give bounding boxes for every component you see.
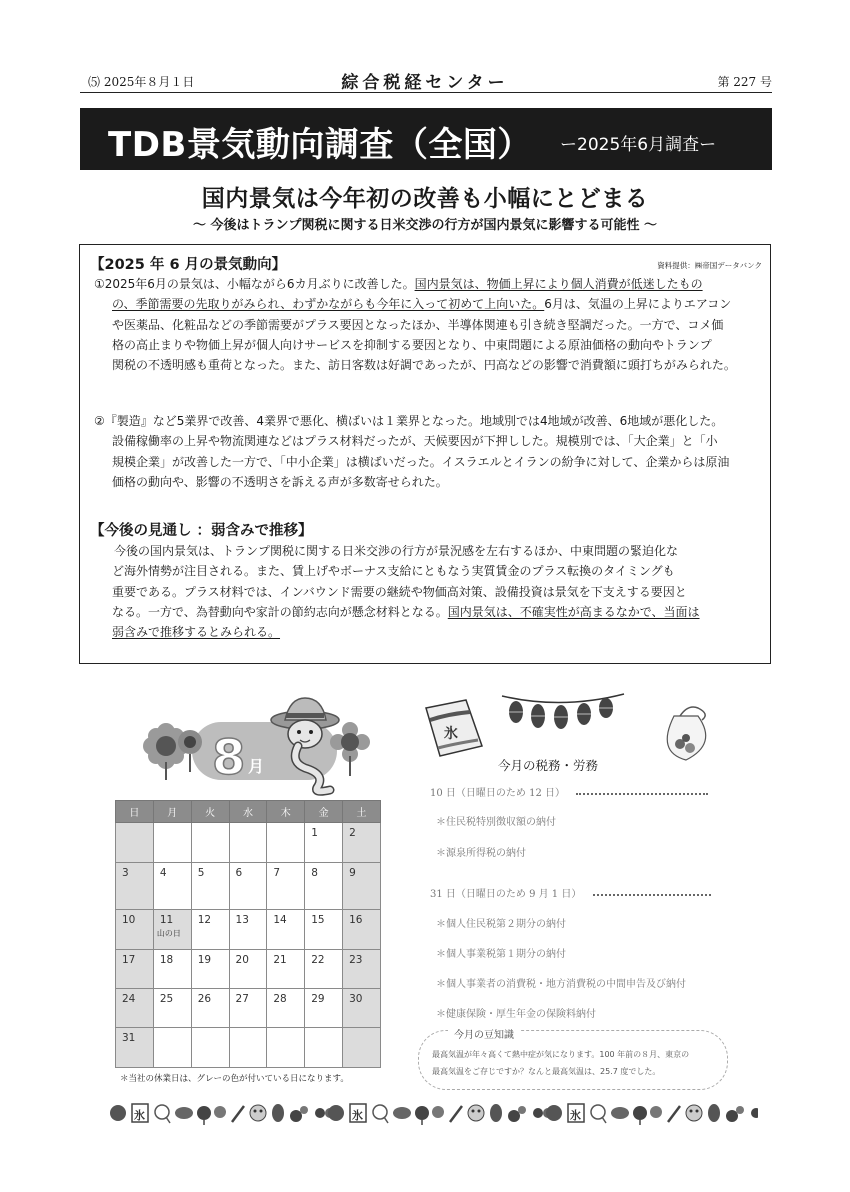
calendar-day: 5	[191, 863, 229, 910]
task-item: ＊住民税特別徴収額の納付	[436, 817, 556, 828]
calendar-month-suffix: 月	[248, 757, 265, 776]
goldfish-bag-icon	[667, 707, 705, 760]
calendar-day: 21	[267, 950, 305, 989]
weekday-thu: 木	[267, 801, 305, 823]
calendar-day: 2	[343, 823, 381, 863]
calendar-week-row	[116, 950, 381, 989]
headline: 国内景気は今年初の改善も小幅にとどまる	[201, 186, 649, 212]
calendar-day-empty	[191, 1028, 229, 1068]
task-item: ＊個人住民税第２期分の納付	[436, 919, 566, 930]
august-calendar	[115, 800, 381, 1068]
task-item: ＊個人事業税第１期分の納付	[436, 949, 566, 960]
tidbit-title: 今月の豆知識	[448, 1026, 520, 1041]
trend-paragraph-2: ②『製造』など5業界で改善、4業界で悪化、横ばいは１業界となった。地域別では4地域が改善、6地域が悪化した。 設備稼働率の上昇や物流関連などはプラス材料だったが、天候要因が下押しした。規模別では、「大企業」と「小 規模企業」が改善した一方で、「中小企業」は横ばいだった。イスラエルとイランの紛争に対して、企業からは原油 価格の動向や、影響の不透明さを訴える声が多数寄せられた。	[94, 414, 730, 489]
calendar-day-empty	[191, 823, 229, 863]
task-item: ＊源泉所得税の納付	[436, 848, 526, 859]
calendar-week-row	[116, 989, 381, 1028]
summer-art	[418, 686, 718, 766]
section-title-trend: 【2025 年 6 月の景気動向】	[90, 257, 287, 273]
source-credit: 資料提供：㈱帝国データバンク	[657, 261, 762, 270]
weekday-fri: 金	[305, 801, 343, 823]
calendar-month-number: 8	[212, 730, 246, 786]
issue-date: ⑸ 2025年８月１日	[88, 75, 195, 89]
subheadline: 〜 今後はトランプ関税に関する日米交渉の行方が国内景気に影響する可能性 〜	[192, 218, 658, 233]
calendar-day: 31	[116, 1028, 154, 1068]
calendar-day-empty	[229, 823, 267, 863]
lantern-string-icon	[502, 694, 624, 729]
calendar-day: 1	[305, 823, 343, 863]
banner-title: TDB景気動向調査（全国）	[108, 125, 532, 165]
calendar-day: 6	[229, 863, 267, 910]
calendar-day: 29	[305, 989, 343, 1028]
weekday-wed: 水	[229, 801, 267, 823]
calendar-day: 12	[191, 910, 229, 950]
calendar-week-row	[116, 910, 381, 950]
calendar-day-empty	[267, 1028, 305, 1068]
issue-number: 第 227 号	[717, 75, 772, 89]
calendar-day-empty	[343, 1028, 381, 1068]
calendar-day: 20	[229, 950, 267, 989]
calendar-day: 22	[305, 950, 343, 989]
calendar-day: 25	[153, 989, 191, 1028]
weekday-mon: 月	[153, 801, 191, 823]
calendar-day: 3	[116, 863, 154, 910]
summer-items-border-icon	[108, 1100, 758, 1126]
calendar-day: 7	[267, 863, 305, 910]
calendar-day: 13	[229, 910, 267, 950]
calendar-day: 16	[343, 910, 381, 950]
calendar-day: 8	[305, 863, 343, 910]
task-date-2: 31 日（日曜日のため 9 月 1 日）	[430, 885, 711, 900]
calendar-day: 19	[191, 950, 229, 989]
calendar-day: 14	[267, 910, 305, 950]
calendar-day-empty	[153, 1028, 191, 1068]
tidbit-text: 最高気温が年々高くて熱中症が気になります。100 年前の８月、東京の 最高気温をご存じですか？なんと最高気温は、25.7 度でした。	[432, 1050, 690, 1076]
weekday-sat: 土	[343, 801, 381, 823]
calendar-week-row	[116, 1028, 381, 1068]
calendar-day: 15	[305, 910, 343, 950]
outlook-paragraph: 今後の国内景気は、トランプ関税に関する日米交渉の行方が景況感を左右するほか、中東問題の緊迫化な ど海外情勢が注目される。また、賃上げやボーナス支給にともなう実質賃金のプラス転換のタイミングも 重要である。プラス材料では、インバウンド需要の継続や物価高対策、設備投資は景気を下支えする要因と なる。一方で、為替動向や家計の節約志向が懸念材料となる。国内景気は、不確実性が高まるなかで、当面は 弱含みで推移するとみられる。	[112, 544, 700, 640]
svg-text:氷: 氷	[134, 1109, 145, 1122]
article-box	[79, 244, 771, 664]
calendar-day: 24	[116, 989, 154, 1028]
calendar-week-row	[116, 823, 381, 863]
calendar-day-holiday: 11 山の日	[153, 910, 191, 950]
calendar-day: 4	[153, 863, 191, 910]
calendar-day-empty	[229, 1028, 267, 1068]
sunflower-icon	[330, 722, 370, 776]
task-item: ＊健康保険・厚生年金の保険料納付	[436, 1009, 596, 1020]
calendar-week-row	[116, 863, 381, 910]
calendar-note: ＊当社の休業日は、グレーの色が付いている日になります。	[120, 1074, 349, 1084]
calendar-day: 26	[191, 989, 229, 1028]
calendar-day-empty	[153, 823, 191, 863]
calendar-day: 30	[343, 989, 381, 1028]
weekday-sun: 日	[116, 801, 154, 823]
header-rule	[80, 92, 772, 93]
calendar-day: 10	[116, 910, 154, 950]
title-banner	[80, 108, 772, 170]
ice-flag-icon	[426, 700, 482, 756]
calendar-day: 23	[343, 950, 381, 989]
calendar-header-art	[140, 690, 380, 800]
publisher-name: 綜合税経センター	[341, 73, 509, 93]
holiday-label: 山の日	[156, 929, 181, 938]
calendar-day-empty	[305, 1028, 343, 1068]
calendar-weekday-row	[116, 801, 381, 823]
svg-text:氷: 氷	[444, 726, 458, 742]
calendar-day: 17	[116, 950, 154, 989]
trend-paragraph-1: ①2025年6月の景気は、小幅ながら6カ月ぶりに改善した。国内景気は、物価上昇により個人消費が低迷したもの の、季節需要の先取りがみられ、わずかながらも今年に入って初めて上向いた。6月は、気温の上昇によりエアコン や医薬品、化粧品などの季節需要がプラス要因となったほか、半導体関連も引き続き堅調だった。一方で、コメ価 格の高止まりや物価上昇が個人向けサービスを抑制する要因となり、中東問題による原油価格の動向やトランプ 関税の不透明感も重荷となった。また、訪日客数は好調であったが、円高などの影響で消費額に頭打ちがみられた。	[94, 277, 736, 373]
sunflower-icon	[143, 723, 189, 780]
weekday-tue: 火	[191, 801, 229, 823]
calendar-day: 18	[153, 950, 191, 989]
calendar-day: 9	[343, 863, 381, 910]
calendar-day: 28	[267, 989, 305, 1028]
task-date-1: 10 日（日曜日のため 12 日）	[430, 784, 708, 799]
monthly-tasks-title: 今月の税務・労務	[498, 758, 599, 773]
section-title-outlook: 【今後の見通し ：弱含みで推移】	[90, 523, 313, 539]
banner-subtitle: ー2025年6月調査ー	[560, 135, 717, 155]
calendar-day: 27	[229, 989, 267, 1028]
calendar-day-empty	[267, 823, 305, 863]
task-item: ＊個人事業者の消費税・地方消費税の中間申告及び納付	[436, 979, 686, 990]
calendar-day-empty	[116, 823, 154, 863]
